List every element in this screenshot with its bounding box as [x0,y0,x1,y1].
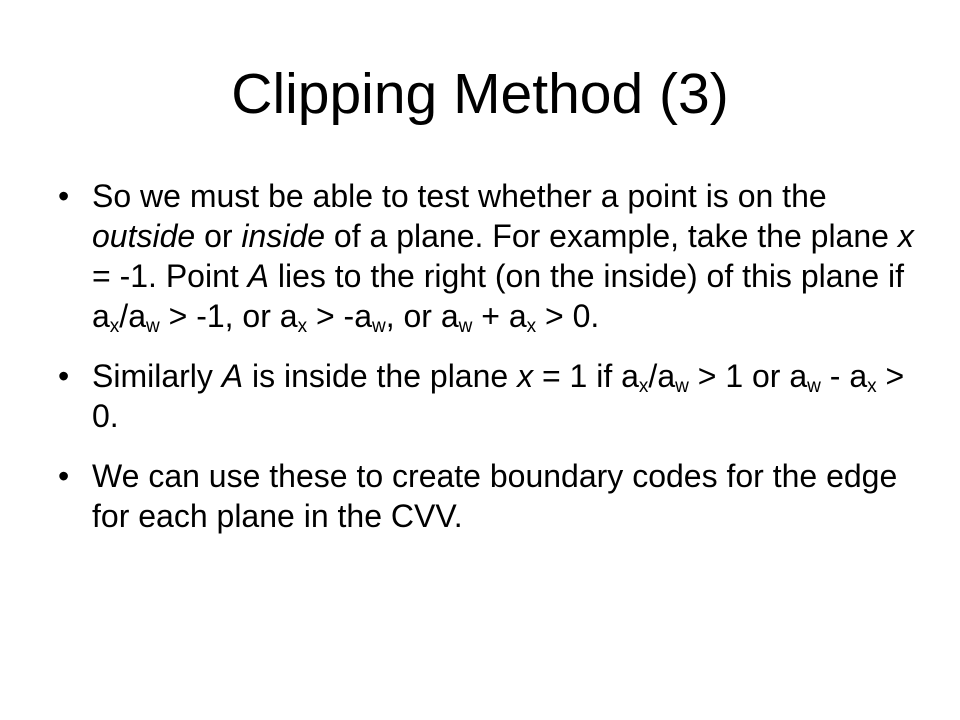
text-run: /a [648,358,676,394]
text-run: > 0. [536,298,600,334]
bullet-text-2 [92,356,918,436]
italic-text: x [517,358,534,394]
bullet-list [58,176,918,556]
italic-text: A [247,258,269,294]
italic-text: x [897,218,914,254]
subscript: x [867,376,877,397]
subscript: w [807,376,821,397]
text-run: is inside the plane [243,358,518,394]
slide-title: Clipping Method (3) [231,62,729,126]
subscript: x [526,316,537,337]
bullet-text-3 [92,456,918,536]
text-run: We can use these to create boundary codes for the edge for each plane in the CVV. [92,458,898,534]
text-run: > -1, or a [159,298,298,334]
subscript: w [145,316,160,337]
subscript: w [371,316,386,337]
subscript: x [109,316,120,337]
bullet-item-1 [58,176,918,336]
italic-text: A [221,358,244,394]
italic-text: inside [241,218,326,254]
text-run: > 0. [92,358,905,434]
bullet-icon: • [58,358,70,394]
text-run: or [195,218,242,254]
text-run: of a plane. For example, take the plane [325,218,898,254]
text-run: = -1. Point [92,258,248,294]
text-run: + a [472,298,527,334]
italic-text: outside [92,218,196,254]
bullet-icon: • [58,458,70,494]
text-run: - a [820,358,868,394]
bullet-item-2 [58,356,918,436]
bullet-item-3 [58,456,918,536]
subscript: x [638,376,649,397]
text-run: , or a [385,298,459,334]
subscript: w [458,316,473,337]
subscript: x [297,316,308,337]
text-run: Similarly [92,358,222,394]
bullet-text-1 [92,176,918,336]
text-run: = 1 if a [533,358,639,394]
text-run: So we must be able to test whether a point is on the [92,178,827,214]
bullet-icon: • [58,178,70,214]
text-run: /a [119,298,146,334]
text-run: lies to the right (on the inside) of this plane if a [92,258,904,334]
subscript: w [675,376,689,397]
text-run: > -a [307,298,372,334]
text-run: > 1 or a [688,358,808,394]
